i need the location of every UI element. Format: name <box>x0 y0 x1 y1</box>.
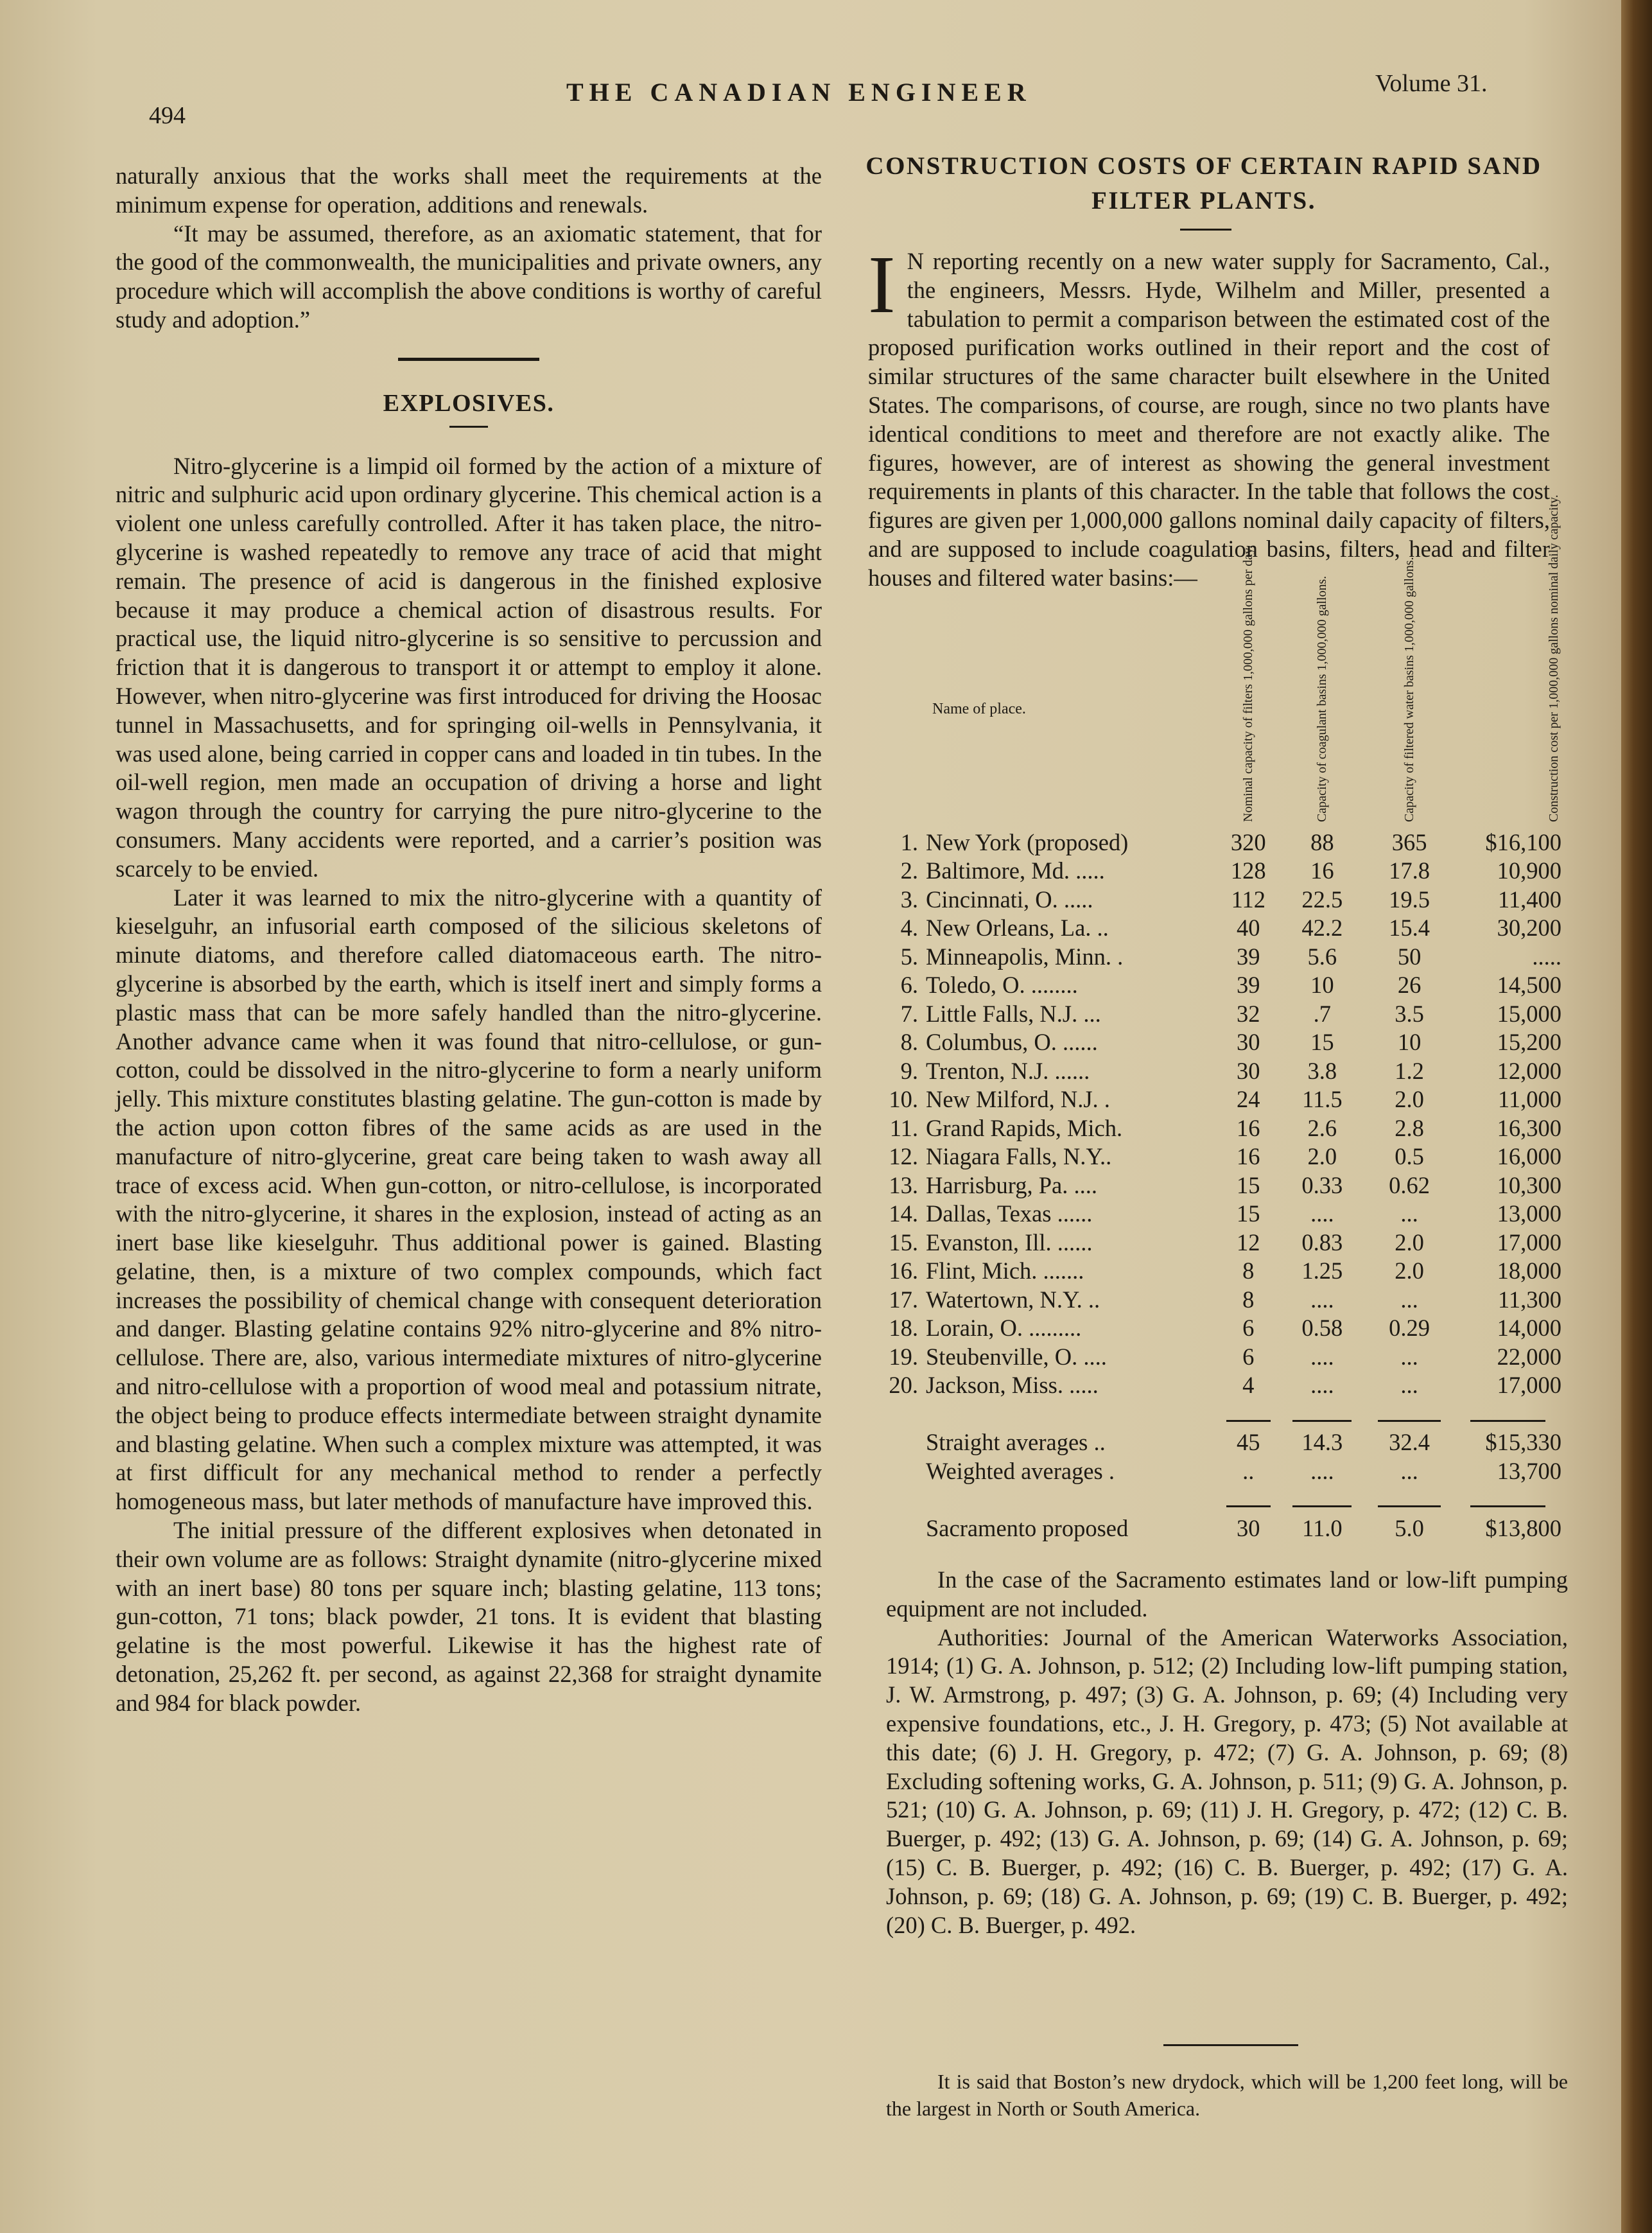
coagulant-cell: .... <box>1310 1200 1334 1227</box>
table-row <box>868 1228 1561 1257</box>
row-number: 14. <box>889 1200 918 1227</box>
coagulant-cell: 0.33 <box>1301 1171 1343 1198</box>
table-row <box>868 914 1561 943</box>
place-cell <box>868 942 1217 971</box>
filtered-water-cell: 1.2 <box>1395 1057 1424 1084</box>
table-row <box>868 971 1561 1000</box>
table-body <box>868 828 1561 1543</box>
table-row <box>868 885 1561 914</box>
row-number: 18. <box>889 1315 918 1342</box>
rule-line <box>1292 1420 1352 1422</box>
cost-cell: 22,000 <box>1497 1343 1561 1370</box>
cost-cell: 10,300 <box>1497 1171 1561 1198</box>
rule-line <box>1226 1420 1271 1422</box>
cost-cell: 13,000 <box>1497 1200 1561 1227</box>
section-title: EXPLOSIVES. <box>383 389 555 417</box>
row-number: 11. <box>889 1114 918 1141</box>
row-number: 1. <box>900 828 918 855</box>
place-cell <box>868 1200 1217 1229</box>
coagulant-cell: 42.2 <box>1301 915 1343 941</box>
volume-label: Volume 31. <box>1375 70 1488 97</box>
place-cell <box>868 828 1217 857</box>
capacity-cell: 12 <box>1237 1229 1260 1256</box>
place-name: Harrisburg, Pa. .... <box>926 1171 1097 1198</box>
filtered-water-cell: 26 <box>1397 972 1422 999</box>
row-number: 3. <box>900 886 918 913</box>
filtered-water-cell: 2.0 <box>1395 1229 1424 1256</box>
coagulant-cell: .... <box>1310 1286 1334 1313</box>
place-name: Minneapolis, Minn. . <box>926 943 1124 970</box>
capacity-cell: 15 <box>1237 1200 1260 1227</box>
place-name: Niagara Falls, N.Y.. <box>926 1143 1112 1170</box>
cost-cell: 16,000 <box>1497 1143 1561 1170</box>
capacity-cell: 16 <box>1237 1143 1260 1170</box>
place-name: New Milford, N.J. . <box>926 1086 1110 1113</box>
capacity-cell: 40 <box>1237 915 1260 941</box>
filtered-water-cell: ... <box>1400 1343 1418 1370</box>
column-header-capacity: Nominal capacity of filters 1,000,000 gallons per day. <box>1241 545 1256 822</box>
place-cell <box>868 999 1217 1028</box>
weighted-averages-row <box>868 1457 1561 1485</box>
capacity-cell: 45 <box>1237 1429 1260 1456</box>
right-column-intro <box>868 239 1550 593</box>
summary-label: Straight averages .. <box>926 1429 1106 1456</box>
place-name: Watertown, N.Y. .. <box>926 1286 1100 1313</box>
journal-title: THE CANADIAN ENGINEER <box>566 78 1032 107</box>
row-number: 4. <box>900 915 918 941</box>
closing-divider <box>1163 2044 1298 2046</box>
filtered-water-cell: 17.8 <box>1389 857 1430 884</box>
coagulant-cell: 88 <box>1310 828 1334 855</box>
filtered-water-cell: 2.0 <box>1395 1086 1424 1113</box>
cost-cell: 11,400 <box>1497 886 1561 913</box>
coagulant-cell: .... <box>1310 1457 1334 1484</box>
straight-averages-row <box>868 1428 1561 1457</box>
cost-cell: 11,300 <box>1497 1286 1561 1313</box>
table-row <box>868 1342 1561 1371</box>
coagulant-cell: 10 <box>1310 972 1334 999</box>
capacity-cell: 8 <box>1242 1286 1255 1313</box>
row-number: 17. <box>889 1286 918 1313</box>
capacity-cell: 112 <box>1231 886 1265 913</box>
coagulant-cell: 1.25 <box>1301 1257 1343 1284</box>
coagulant-cell: 0.83 <box>1301 1229 1343 1256</box>
cost-cell: $16,100 <box>1485 828 1561 855</box>
row-number: 12. <box>889 1143 918 1170</box>
table-row <box>868 1200 1561 1229</box>
place-name: Flint, Mich. ....... <box>926 1257 1084 1284</box>
place-name: Jackson, Miss. ..... <box>926 1372 1099 1399</box>
section-divider <box>398 358 539 361</box>
table-row <box>868 857 1561 886</box>
rule-line <box>1292 1505 1352 1507</box>
article-paragraph: The initial pressure of the different explosives when detonated in their own volume are as follows: Straight dynamite (nitro-glycerine mixed with an inert base) 80 tons per square inch; blasting gelatine, 113 tons; gun-cotton, 71 tons; black powder, 21 tons. It is evident that blasting gelatine is the most powerful. Likewise it has the highest rate of detonation, 25,262 ft. per second, as against 22,368 for straight dynamite and 984 for black powder. <box>116 1517 822 1716</box>
cost-cell: $15,330 <box>1485 1429 1561 1456</box>
cost-cell: 13,700 <box>1497 1457 1561 1484</box>
page-number: 494 <box>149 102 186 129</box>
filtered-water-cell: 10 <box>1397 1029 1422 1056</box>
place-name: Baltimore, Md. ..... <box>926 857 1105 884</box>
filtered-water-cell: ... <box>1400 1286 1418 1313</box>
place-name: Little Falls, N.J. ... <box>926 1000 1101 1027</box>
row-number: 8. <box>900 1029 918 1056</box>
article-paragraph: Later it was learned to mix the nitro-glycerine with a quantity of kieselguhr, an infusorial earth composed of the silicious skeletons of minute diatoms, and therefore called diatomaceous earth. The nitro-glycerine is absorbed by the earth, which is itself inert and simply forms a plastic mass that can be more safely handled than the nitro-glycerine. Another advance came when it was found that nitro-cellulose, or gun-cotton, could be dissolved in the nitro-glycerine to form a nearly uniform jelly. This mixture constitutes blasting gelatine. The gun-cotton is made by the action upon cotton fibres of the same acids as are used in the manufacture of nitro-glycerine, great care being taken to wash away all trace of excess acid. When gun-cotton, or nitro-cellulose, is incorporated with the nitro-glycerine, it shares in the explosion, instead of acting as an inert base like kieselguhr. Thus additional power is gained. Blasting gelatine, then, is a mixture of two complex compounds, which fact increases the possibility of chemical change with consequent deterioration and danger. Blasting gelatine contains 92% nitro-glycerine and 8% nitro-cellulose. There are, also, various intermediate mixtures of nitro-glycerine and nitro-cellulose with a proportion of wood meal and potassium nitrate, the object being to produce effects intermediate between straight dynamite and blasting gelatine. When such a complex mixture was attempted, it was at first difficult for any mechanical method to render a perfectly homogeneous mass, but later methods of manufacture have improved this. <box>116 884 822 1515</box>
row-number: 7. <box>900 1000 918 1027</box>
capacity-cell: 32 <box>1237 1000 1260 1027</box>
cost-cell: 30,200 <box>1497 915 1561 941</box>
capacity-cell: 15 <box>1237 1171 1260 1198</box>
table-row <box>868 828 1561 857</box>
column-header-filtered-water: Capacity of filtered water basins 1,000,000 gallons. <box>1402 557 1417 822</box>
row-number: 15. <box>889 1229 918 1256</box>
table-row <box>868 1085 1561 1114</box>
sacramento-row <box>868 1514 1561 1543</box>
capacity-cell: 39 <box>1237 972 1260 999</box>
cost-cell: 15,200 <box>1497 1029 1561 1056</box>
filtered-water-cell: 5.0 <box>1395 1514 1424 1541</box>
drop-cap: I <box>868 239 896 330</box>
cost-cell: 14,000 <box>1497 1315 1561 1342</box>
table-row <box>868 1143 1561 1171</box>
footnote: It is said that Boston’s new drydock, which will be 1,200 feet long, will be the largest in North or South America. <box>886 2070 1568 2120</box>
place-cell <box>868 1371 1217 1400</box>
cost-cell: 11,000 <box>1497 1086 1561 1113</box>
cost-cell: 12,000 <box>1497 1057 1561 1084</box>
intro-paragraph: naturally anxious that the works shall meet the requirements at the minimum expense for operation, additions and renewals. <box>116 162 822 218</box>
capacity-cell: 128 <box>1230 857 1266 884</box>
filtered-water-cell: 2.0 <box>1395 1257 1424 1284</box>
filtered-water-cell: ... <box>1400 1457 1418 1484</box>
filtered-water-cell: 15.4 <box>1389 915 1430 941</box>
table-row <box>868 1314 1561 1343</box>
filtered-water-cell: 2.8 <box>1395 1114 1424 1141</box>
filtered-water-cell: 0.5 <box>1395 1143 1424 1170</box>
coagulant-cell: 2.0 <box>1307 1143 1337 1170</box>
row-number: 19. <box>889 1343 918 1370</box>
cost-cell: 16,300 <box>1497 1114 1561 1141</box>
coagulant-cell: 16 <box>1310 857 1334 884</box>
place-name: Dallas, Texas ...... <box>926 1200 1093 1227</box>
coagulant-cell: 11.5 <box>1302 1086 1343 1113</box>
table-row <box>868 999 1561 1028</box>
rule-line <box>1470 1420 1545 1422</box>
place-cell <box>868 1342 1217 1371</box>
coagulant-cell: 11.0 <box>1302 1514 1343 1541</box>
summary-label: Weighted averages . <box>926 1457 1115 1484</box>
place-name: Columbus, O. ...... <box>926 1029 1098 1056</box>
place-cell <box>868 1171 1217 1200</box>
table-note: In the case of the Sacramento estimates land or low-lift pumping equipment are not included. <box>886 1566 1568 1622</box>
title-underline <box>449 426 488 428</box>
place-cell <box>868 914 1217 943</box>
intro-paragraph: “It may be assumed, therefore, as an axiomatic statement, that for the good of the commonwealth, the municipalities and private owners, any procedure which will accomplish the above conditions is worthy of careful study and adoption.” <box>116 220 822 333</box>
filtered-water-cell: 19.5 <box>1389 886 1430 913</box>
row-number: 2. <box>900 857 918 884</box>
row-number: 9. <box>900 1057 918 1084</box>
capacity-cell: 16 <box>1237 1114 1260 1141</box>
capacity-cell: 24 <box>1237 1086 1260 1113</box>
place-cell <box>868 885 1217 914</box>
left-column <box>116 162 822 1718</box>
coagulant-cell: .... <box>1310 1343 1334 1370</box>
capacity-cell: 30 <box>1237 1514 1260 1541</box>
place-cell <box>868 1028 1217 1057</box>
cost-table <box>868 495 1561 1543</box>
row-number: 16. <box>889 1257 918 1284</box>
filtered-water-cell: 0.29 <box>1389 1315 1430 1342</box>
column-header-cost: Construction cost per 1,000,000 gallons nominal daily capacity. <box>1547 495 1561 822</box>
coagulant-cell: 15 <box>1310 1029 1334 1056</box>
place-cell <box>868 1257 1217 1286</box>
column-header-name: Name of place. <box>932 701 1026 717</box>
cost-cell: 14,500 <box>1497 972 1561 999</box>
table-row <box>868 942 1561 971</box>
row-number: 6. <box>900 972 918 999</box>
rule-line <box>1378 1420 1441 1422</box>
place-name: New York (proposed) <box>926 828 1129 855</box>
place-cell <box>868 1114 1217 1143</box>
cost-cell: 17,000 <box>1497 1229 1561 1256</box>
table-row <box>868 1171 1561 1200</box>
row-number: 5. <box>900 943 918 970</box>
table-row <box>868 1114 1561 1143</box>
column-header-coagulant: Capacity of coagulant basins 1,000,000 gallons. <box>1315 575 1330 822</box>
cost-cell: 15,000 <box>1497 1000 1561 1027</box>
cost-cell: 18,000 <box>1497 1257 1561 1284</box>
rule-line <box>1470 1505 1545 1507</box>
binding-edge <box>1621 0 1652 2233</box>
table-row <box>868 1257 1561 1286</box>
place-cell <box>868 1228 1217 1257</box>
row-number: 13. <box>889 1171 918 1198</box>
cost-cell: 17,000 <box>1497 1372 1561 1399</box>
rule-line <box>1378 1505 1441 1507</box>
row-number: 20. <box>889 1372 918 1399</box>
place-cell <box>868 1314 1217 1343</box>
rule-line <box>1226 1505 1271 1507</box>
filtered-water-cell: 365 <box>1391 828 1427 855</box>
place-cell <box>868 857 1217 886</box>
filtered-water-cell: 32.4 <box>1389 1429 1430 1456</box>
capacity-cell: 4 <box>1242 1372 1255 1399</box>
coagulant-cell: .... <box>1310 1372 1334 1399</box>
table-header-row <box>868 661 1561 828</box>
intro-paragraph: N reporting recently on a new water supply for Sacramento, Cal., the engineers, Messrs. Hyde, Wilhelm and Miller, presented a tabulation to permit a comparison between the estimated cost of the proposed purification works outlined in their report and the cost of similar structures of the same character built elsewhere in the United States. The comparisons, of course, are rough, since no two plants have identical conditions to meet and therefore are not exactly alike. The figures, however, are of interest as showing the general investment requirements in plants of this character. In the table that follows the cost figures are given per 1,000,000 gallons nominal daily capacity of filters, and are supposed to include coagulation basins, filters, head and filter houses and filtered water basins:— <box>868 248 1550 591</box>
coagulant-cell: 5.6 <box>1307 943 1337 970</box>
coagulant-cell: 2.6 <box>1307 1114 1337 1141</box>
table-row <box>868 1285 1561 1314</box>
place-name: Grand Rapids, Mich. <box>926 1114 1123 1141</box>
table-row <box>868 1028 1561 1057</box>
filtered-water-cell: 50 <box>1397 943 1422 970</box>
capacity-cell: 8 <box>1242 1257 1255 1284</box>
place-cell <box>868 1085 1217 1114</box>
place-name: New Orleans, La. .. <box>926 915 1109 941</box>
coagulant-cell: .7 <box>1313 1000 1332 1027</box>
summary-label: Sacramento proposed <box>926 1514 1129 1541</box>
filtered-water-cell: 0.62 <box>1389 1171 1430 1198</box>
cost-cell: 10,900 <box>1497 857 1561 884</box>
coagulant-cell: 14.3 <box>1301 1429 1343 1456</box>
separator-row <box>868 1485 1561 1514</box>
filtered-water-cell: ... <box>1400 1372 1418 1399</box>
article-paragraph: Nitro-glycerine is a limpid oil formed by the action of a mixture of nitric and sulphuric acid upon ordinary glycerine. This chemical action is a violent one unless carefully controlled. After it has taken place, the nitro-glycerine is washed repeatedly to remove any trace of acid that might remain. The presence of acid is dangerous in the finished explosive because it may produce a chemical action of disastrous results. For practical use, the liquid nitro-glycerine is so sensitive to percussion and friction that it is dangerous to transport it or attempt to employ it alone. However, when nitro-glycerine was first introduced for driving the Hoosac tunnel in Massachusetts, and for springing oil-wells in Pennsylvania, it was used alone, being carried in copper cans and loaded in tin tubes. In the oil-well region, men made an occupation of driving a horse and light wagon through the country for carrying the pure nitro-glycerine to the consumers. Many accidents were reported, and a carrier’s position was scarcely to be envied. <box>116 452 822 882</box>
place-name: Lorain, O. ......... <box>926 1315 1082 1342</box>
separator-row <box>868 1399 1561 1428</box>
coagulant-cell: 22.5 <box>1301 886 1343 913</box>
place-cell <box>868 1285 1217 1314</box>
title-divider <box>1180 229 1231 231</box>
coagulant-cell: 0.58 <box>1301 1315 1343 1342</box>
row-number: 10. <box>889 1086 918 1113</box>
capacity-cell: 6 <box>1242 1315 1255 1342</box>
right-column-notes <box>886 1566 1568 1940</box>
coagulant-cell: 3.8 <box>1307 1057 1337 1084</box>
filtered-water-cell: ... <box>1400 1200 1418 1227</box>
place-name: Cincinnati, O. ..... <box>926 886 1093 913</box>
capacity-cell: 320 <box>1230 828 1266 855</box>
authorities-paragraph: Authorities: Journal of the American Waterworks Association, 1914; (1) G. A. Johnson, p. 512; (2) Including low-lift pumping station, J. W. Armstrong, p. 497; (3) G. A. Johnson, p. 69; (4) Including very expensive foundations, etc., J. H. Gregory, p. 473; (5) Not available at this date; (6) J. H. Gregory, p. 472; (7) G. A. Johnson, p. 69; (8) Excluding softening works, G. A. Johnson, p. 511; (9) G. A. Johnson, p. 521; (10) G. A. Johnson, p. 69; (11) J. H. Gregory, p. 472; (12) C. B. Buerger, p. 492; (13) G. A. Johnson, p. 69; (14) G. A. Johnson, p. 69; (15) C. B. Buerger, p. 492; (16) C. B. Buerger, p. 492; (17) G. A. Johnson, p. 69; (18) G. A. Johnson, p. 69; (19) C. B. Buerger, p. 492; (20) C. B. Buerger, p. 492. <box>886 1624 1568 1938</box>
capacity-cell: 30 <box>1237 1057 1260 1084</box>
place-name: Evanston, Ill. ...... <box>926 1229 1093 1256</box>
place-cell <box>868 1056 1217 1085</box>
capacity-cell: .. <box>1242 1457 1255 1484</box>
place-cell <box>868 971 1217 1000</box>
place-name: Steubenville, O. .... <box>926 1343 1107 1370</box>
capacity-cell: 30 <box>1237 1029 1260 1056</box>
table-row <box>868 1056 1561 1085</box>
cost-cell: $13,800 <box>1485 1514 1561 1541</box>
article-title: CONSTRUCTION COSTS OF CERTAIN RAPID SAND FILTER PLANTS. <box>865 152 1542 215</box>
place-name: Toledo, O. ........ <box>926 972 1078 999</box>
place-cell <box>868 1143 1217 1171</box>
capacity-cell: 39 <box>1237 943 1260 970</box>
filtered-water-cell: 3.5 <box>1395 1000 1424 1027</box>
place-name: Trenton, N.J. ...... <box>926 1057 1090 1084</box>
cost-cell: ..... <box>1532 943 1561 970</box>
capacity-cell: 6 <box>1242 1343 1255 1370</box>
table-row <box>868 1371 1561 1400</box>
